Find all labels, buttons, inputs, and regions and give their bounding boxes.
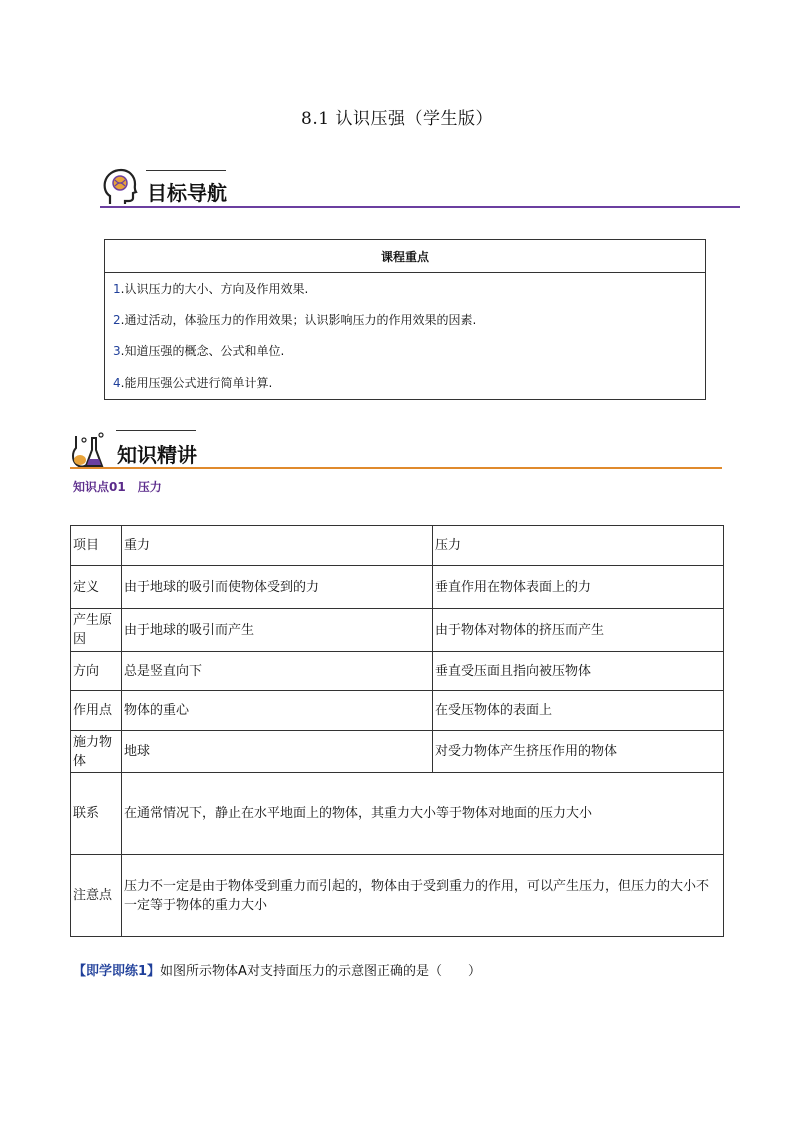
table-row [71, 566, 724, 609]
table-cell: 垂直受压面且指向被压物体 [433, 652, 724, 691]
knowledge-point-label: 知识点01 压力 [73, 480, 162, 494]
table-cell: 作用点 [71, 691, 122, 731]
table-cell: 项目 [71, 526, 122, 566]
table-row [71, 731, 724, 773]
table-row [71, 855, 724, 937]
table-row [71, 526, 724, 566]
gravity-pressure-table [70, 525, 724, 937]
exercise-text: 如图所示物体A对支持面压力的示意图正确的是（ ） [160, 964, 481, 979]
table-cell: 由于物体对物体的挤压而产生 [433, 609, 724, 652]
table-cell: 地球 [122, 731, 433, 773]
table-cell: 注意点 [71, 855, 122, 937]
goal-item: 4.能用压强公式进行简单计算. [105, 366, 706, 400]
document-title: 8.1 认识压强（学生版） [301, 109, 493, 129]
brain-head-icon [102, 168, 138, 208]
table-cell: 联系 [71, 773, 122, 855]
table-cell: 由于地球的吸引而使物体受到的力 [122, 566, 433, 609]
table-cell: 产生原因 [71, 609, 122, 652]
table-cell: 压力不一定是由于物体受到重力而引起的，物体由于受到重力的作用，可以产生压力，但压力的大小不一定等于物体的重力大小 [122, 855, 724, 937]
table-cell: 在受压物体的表面上 [433, 691, 724, 731]
exercise-question [73, 960, 481, 979]
table-cell: 物体的重心 [122, 691, 433, 731]
table-row [71, 773, 724, 855]
table-cell: 在通常情况下，静止在水平地面上的物体，其重力大小等于物体对地面的压力大小 [122, 773, 724, 855]
table-row [71, 609, 724, 652]
table-cell: 定义 [71, 566, 122, 609]
goal-item: 3.知道压强的概念、公式和单位. [105, 335, 706, 366]
table-cell: 由于地球的吸引而产生 [122, 609, 433, 652]
table-cell: 垂直作用在物体表面上的力 [433, 566, 724, 609]
section-header-goals [100, 168, 740, 210]
table-cell: 总是竖直向下 [122, 652, 433, 691]
lab-flask-icon [70, 430, 106, 470]
section-title: 目标导航 [147, 181, 227, 205]
section-header-knowledge [70, 428, 722, 472]
table-cell: 压力 [433, 526, 724, 566]
goals-header: 课程重点 [105, 240, 706, 273]
section-title: 知识精讲 [117, 443, 197, 467]
course-goals-table [104, 239, 706, 400]
goal-item: 1.认识压力的大小、方向及作用效果. [105, 273, 706, 305]
table-row [71, 691, 724, 731]
table-cell: 重力 [122, 526, 433, 566]
goal-item: 2.通过活动，体验压力的作用效果；认识影响压力的作用效果的因素. [105, 304, 706, 335]
table-row [71, 652, 724, 691]
table-cell: 施力物体 [71, 731, 122, 773]
exercise-tag: 【即学即练1】 [73, 964, 161, 979]
table-cell: 方向 [71, 652, 122, 691]
table-cell: 对受力物体产生挤压作用的物体 [433, 731, 724, 773]
